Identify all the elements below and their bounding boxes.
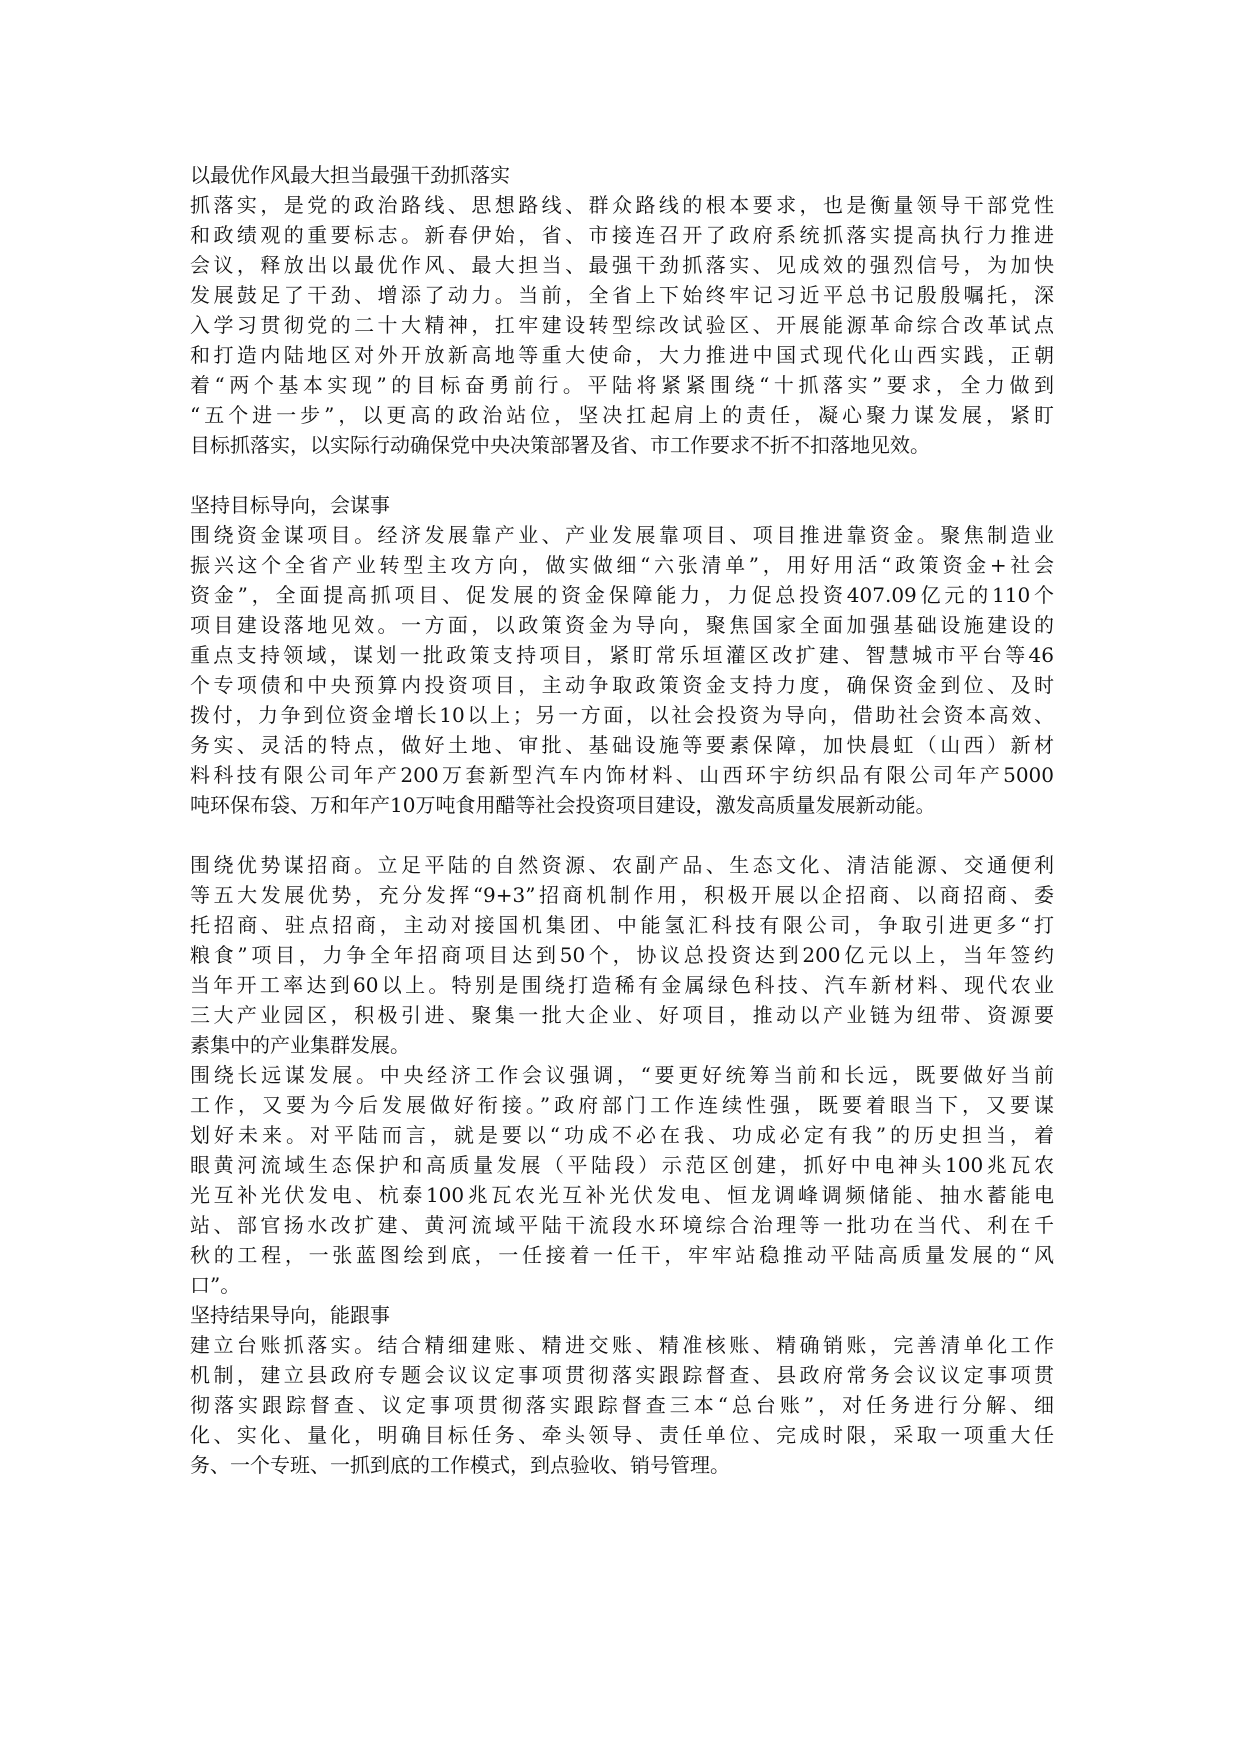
section2-paragraph-ledger: [190, 1330, 1054, 1480]
text-line: 抓落实，是党的政治路线、思想路线、群众路线的根本要求，也是衡量领导干部党性: [190, 193, 1054, 217]
text-line: 资金”，全面提高抓项目、促发展的资金保障能力，力促总投资407.09亿元的110个: [190, 583, 1054, 607]
text-line: 粮食”项目，力争全年招商项目达到50个，协议总投资达到200亿元以上，当年签约: [190, 943, 1054, 967]
text-line: 拨付，力争到位资金增长10以上；另一方面，以社会投资为导向，借助社会资本高效、: [190, 703, 1054, 727]
text-line: 项目建设落地见效。一方面，以政策资金为导向，聚焦国家全面加强基础设施建设的: [190, 613, 1054, 637]
text-line: 入学习贯彻党的二十大精神，扛牢建设转型综改试验区、开展能源革命综合改革试点: [190, 313, 1054, 337]
text-line: 素集中的产业集群发展。: [190, 1033, 410, 1057]
text-line: 口”。: [190, 1273, 241, 1297]
text-line: 振兴这个全省产业转型主攻方向，做实做细“六张清单”，用好用活“政策资金+社会: [190, 553, 1054, 577]
text-line: 着“两个基本实现”的目标奋勇前行。平陆将紧紧围绕“十抓落实”要求，全力做到: [190, 373, 1054, 397]
text-line: 务、一个专班、一抓到底的工作模式，到点验收、销号管理。: [190, 1453, 730, 1477]
text-line: 三大产业园区，积极引进、聚集一批大企业、好项目，推动以产业链为纽带、资源要: [190, 1003, 1054, 1027]
text-line: 光互补光伏发电、杭泰100兆瓦农光互补光伏发电、恒龙调峰调频储能、抽水蓄能电: [190, 1183, 1054, 1207]
text-line: 秋的工程，一张蓝图绘到底，一任接着一任干，牢牢站稳推动平陆高质量发展的“风: [190, 1243, 1054, 1267]
paragraph-gap: [190, 820, 1054, 850]
document-body: [190, 160, 1054, 1480]
text-line: 围绕长远谋发展。中央经济工作会议强调，“要更好统筹当前和长远，既要做好当前: [190, 1063, 1054, 1087]
text-line: 个专项债和中央预算内投资项目，主动争取政策资金支持力度，确保资金到位、及时: [190, 673, 1054, 697]
text-line: 会议，释放出以最优作风、最大担当、最强干劲抓落实、见成效的强烈信号，为加快: [190, 253, 1054, 277]
text-line: 务实、灵活的特点，做好土地、审批、基础设施等要素保障，加快晨虹（山西）新材: [190, 733, 1054, 757]
text-line: 彻落实跟踪督查、议定事项贯彻落实跟踪督查三本“总台账”，对任务进行分解、细: [190, 1393, 1054, 1417]
text-line: 发展鼓足了干劲、增添了动力。当前，全省上下始终牢记习近平总书记殷殷嘱托，深: [190, 283, 1054, 307]
text-line: 划好未来。对平陆而言，就是要以“功成不必在我、功成必定有我”的历史担当，着: [190, 1123, 1054, 1147]
text-line: 料科技有限公司年产200万套新型汽车内饰材料、山西环宇纺织品有限公司年产5000: [190, 763, 1054, 787]
text-line: 化、实化、量化，明确目标任务、牵头领导、责任单位、完成时限，采取一项重大任: [190, 1423, 1054, 1447]
text-line: 托招商、驻点招商，主动对接国机集团、中能氢汇科技有限公司，争取引进更多“打: [190, 913, 1054, 937]
text-line: 围绕优势谋招商。立足平陆的自然资源、农副产品、生态文化、清洁能源、交通便利: [190, 853, 1054, 877]
section-heading: 坚持目标导向，会谋事: [190, 493, 390, 517]
text-line: 目标抓落实，以实际行动确保党中央决策部署及省、市工作要求不折不扣落地见效。: [190, 433, 930, 457]
text-line: 工作，又要为今后发展做好衔接。”政府部门工作连续性强，既要着眼当下，又要谋: [190, 1093, 1054, 1117]
section1-paragraph-funds: [190, 520, 1054, 820]
text-line: 重点支持领域，谋划一批政策支持项目，紧盯常乐垣灌区改扩建、智慧城市平台等46: [190, 643, 1054, 667]
text-line: 眼黄河流域生态保护和高质量发展（平陆段）示范区创建，抓好中电神头100兆瓦农: [190, 1153, 1054, 1177]
document-title: 以最优作风最大担当最强干劲抓落实: [190, 163, 510, 187]
text-line: 站、部官扬水改扩建、黄河流域平陆干流段水环境综合治理等一批功在当代、利在千: [190, 1213, 1054, 1237]
text-line: 和政绩观的重要标志。新春伊始，省、市接连召开了政府系统抓落实提高执行力推进: [190, 223, 1054, 247]
section-heading: 坚持结果导向，能跟事: [190, 1303, 390, 1327]
text-line: “五个进一步”，以更高的政治站位，坚决扛起肩上的责任，凝心聚力谋发展，紧盯: [190, 403, 1054, 427]
paragraph-gap: [190, 460, 1054, 490]
text-line: 建立台账抓落实。结合精细建账、精进交账、精准核账、精确销账，完善清单化工作: [190, 1333, 1054, 1357]
text-line: 和打造内陆地区对外开放新高地等重大使命，大力推进中国式现代化山西实践，正朝: [190, 343, 1054, 367]
intro-paragraph: [190, 190, 1054, 460]
section1-paragraph-longterm: [190, 1060, 1054, 1300]
text-line: 吨环保布袋、万和年产10万吨食用醋等社会投资项目建设，激发高质量发展新动能。: [190, 793, 936, 817]
section1-paragraph-investment: [190, 850, 1054, 1060]
text-line: 等五大发展优势，充分发挥“9+3”招商机制作用，积极开展以企招商、以商招商、委: [190, 883, 1054, 907]
text-line: 机制，建立县政府专题会议议定事项贯彻落实跟踪督查、县政府常务会议议定事项贯: [190, 1363, 1054, 1387]
text-line: 围绕资金谋项目。经济发展靠产业、产业发展靠项目、项目推进靠资金。聚焦制造业: [190, 523, 1054, 547]
text-line: 当年开工率达到60以上。特别是围绕打造稀有金属绿色科技、汽车新材料、现代农业: [190, 973, 1054, 997]
